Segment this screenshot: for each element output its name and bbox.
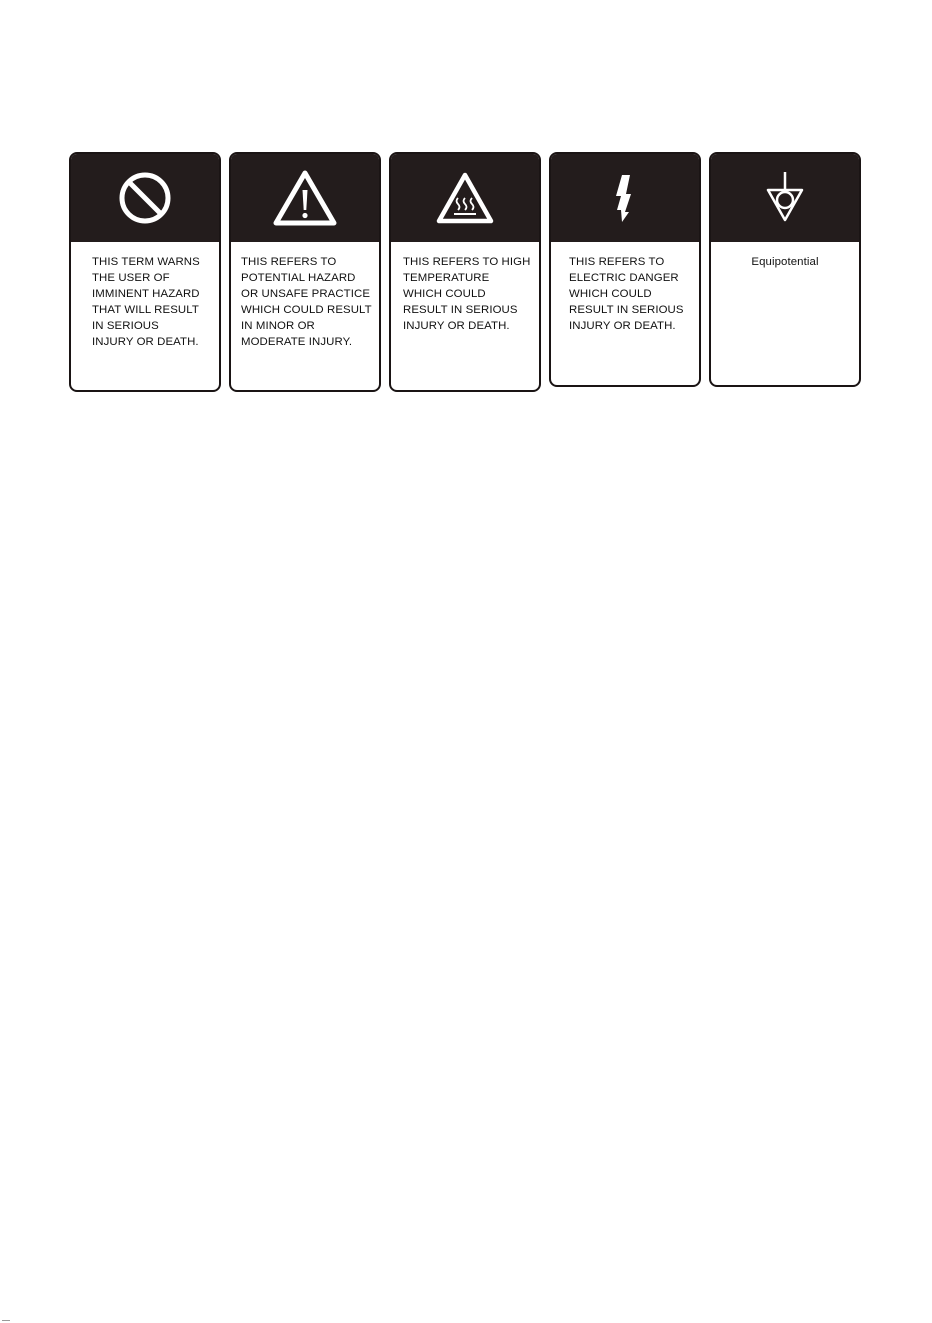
card-header — [711, 154, 859, 242]
lightning-bolt-icon — [610, 172, 640, 224]
description-line: WHICH COULD — [569, 288, 652, 300]
card-description — [391, 242, 539, 334]
safety-card-electric — [549, 152, 701, 387]
equipotential-icon — [763, 168, 807, 228]
safety-card-warning — [229, 152, 381, 392]
page-edge-mark — [2, 1320, 10, 1321]
description-line: THIS REFERS TO — [569, 256, 665, 268]
safety-card-prohibition — [69, 152, 221, 392]
card-header — [551, 154, 699, 242]
card-description — [551, 242, 699, 334]
card-description — [711, 242, 859, 270]
warning-triangle-icon — [271, 168, 339, 228]
description-line: MODERATE INJURY. — [241, 336, 353, 348]
description-line: OR UNSAFE PRACTICE — [241, 288, 371, 300]
description-line: IN MINOR OR — [241, 320, 315, 332]
description-line: WHICH COULD RESULT — [241, 304, 372, 316]
description-line: THE USER OF — [92, 272, 170, 284]
description-line: Equipotential — [751, 256, 819, 268]
prohibition-icon — [115, 168, 175, 228]
description-line: IN SERIOUS — [92, 320, 159, 332]
safety-card-hot-surface — [389, 152, 541, 392]
description-line: THIS REFERS TO — [241, 256, 337, 268]
card-header — [231, 154, 379, 242]
description-line: WHICH COULD — [403, 288, 486, 300]
card-description — [231, 242, 379, 350]
description-line: INJURY OR DEATH. — [569, 320, 676, 332]
card-description — [71, 242, 219, 350]
description-line: INJURY OR DEATH. — [403, 320, 510, 332]
description-line: RESULT IN SERIOUS — [569, 304, 684, 316]
safety-card-equipotential — [709, 152, 861, 387]
description-line: TEMPERATURE — [403, 272, 490, 284]
description-line: THAT WILL RESULT — [92, 304, 199, 316]
description-line: INJURY OR DEATH. — [92, 336, 199, 348]
description-line: ELECTRIC DANGER — [569, 272, 679, 284]
description-line: RESULT IN SERIOUS — [403, 304, 518, 316]
description-line: THIS REFERS TO HIGH — [403, 256, 531, 268]
hot-surface-icon — [434, 170, 496, 226]
description-line: POTENTIAL HAZARD — [241, 272, 356, 284]
card-header — [71, 154, 219, 242]
description-line: THIS TERM WARNS — [92, 256, 200, 268]
description-line: IMMINENT HAZARD — [92, 288, 200, 300]
card-header — [391, 154, 539, 242]
